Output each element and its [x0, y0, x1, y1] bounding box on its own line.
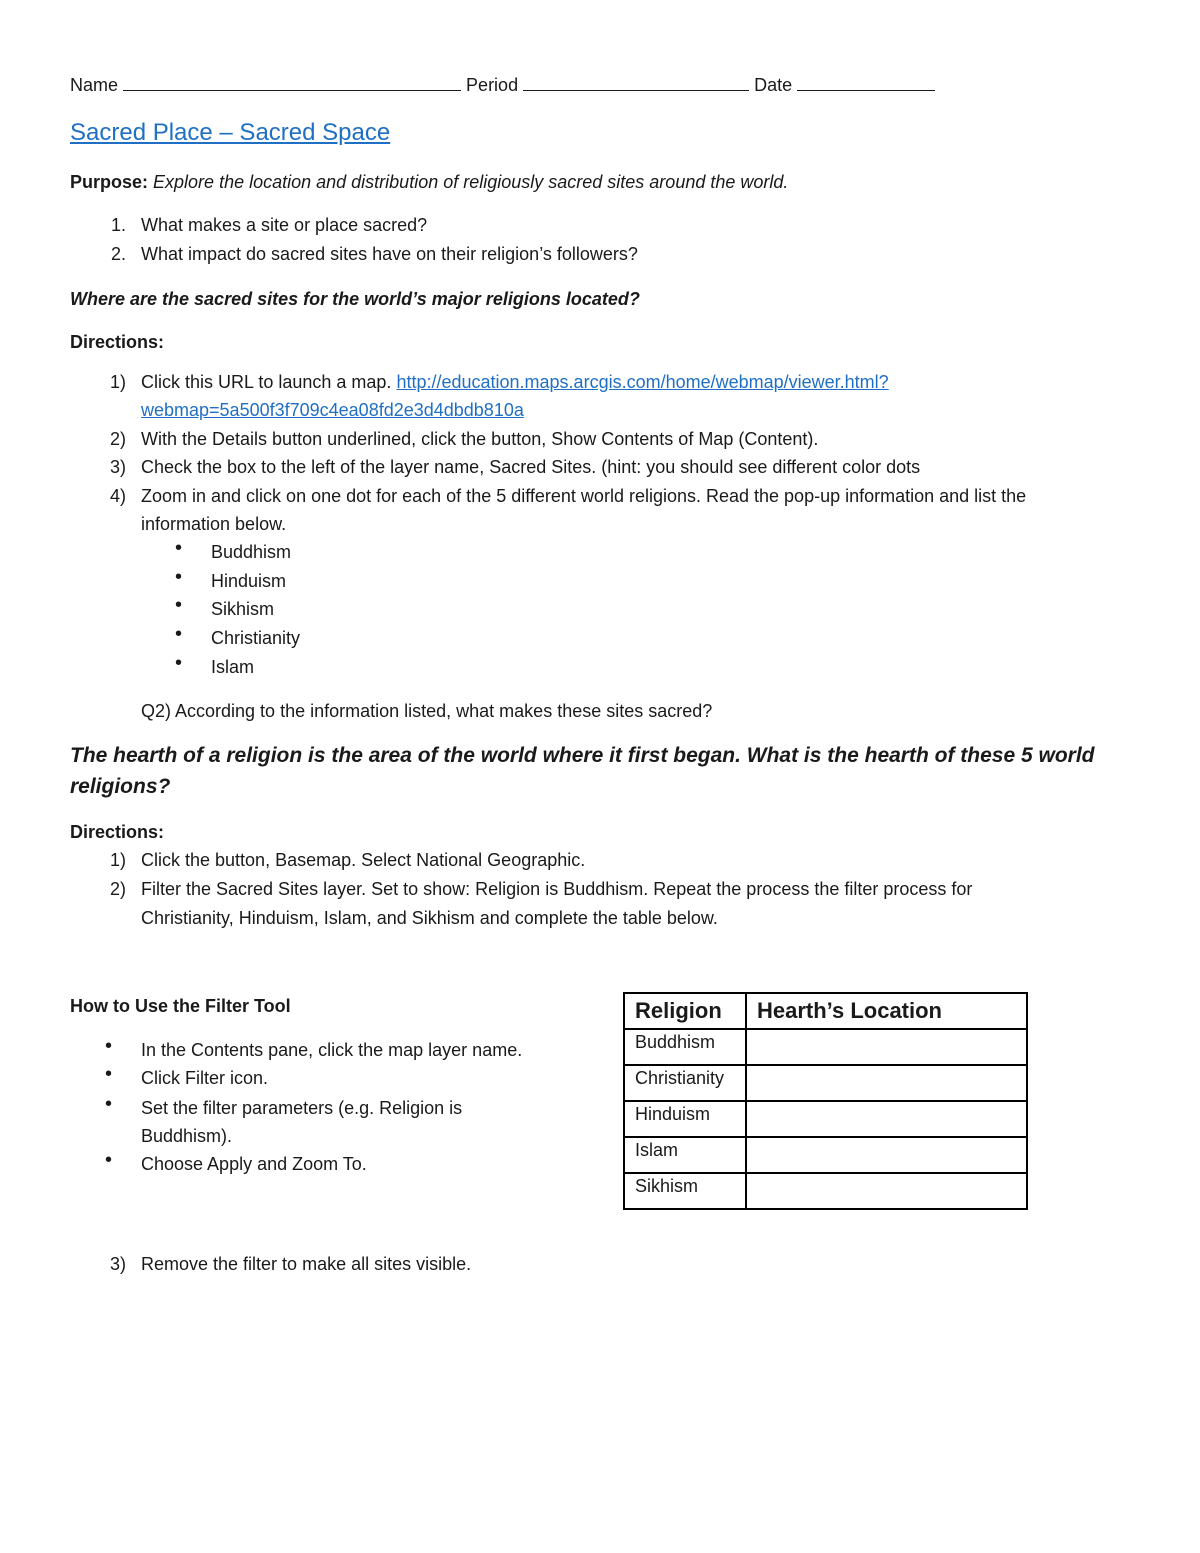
step-text: Remove the filter to make all sites visible. — [141, 1254, 472, 1274]
list-item: In the Contents pane, click the map layer name. — [141, 1040, 523, 1060]
list-item: Buddhism — [211, 542, 292, 562]
list-item: Hinduism — [211, 571, 287, 591]
hearth-answer-cell[interactable] — [746, 1173, 1027, 1209]
bullet-icon: • — [175, 652, 183, 674]
step-number: 1) — [109, 850, 126, 870]
table-row — [624, 1137, 1027, 1173]
name-label: Name — [70, 75, 119, 95]
question-text: What impact do sacred sites have on their religion’s followers? — [141, 244, 638, 264]
period-field[interactable] — [523, 72, 749, 91]
column-header-religion: Religion — [624, 993, 746, 1029]
question-q2: Q2) According to the information listed, what makes these sites sacred? — [141, 701, 713, 721]
religion-cell: Buddhism — [624, 1029, 746, 1065]
student-info-line — [70, 72, 935, 98]
table-row — [624, 1029, 1027, 1065]
list-item: Christianity — [211, 628, 301, 648]
question-text: What makes a site or place sacred? — [141, 215, 428, 235]
list-item: Set the filter parameters (e.g. Religion is — [141, 1098, 463, 1118]
purpose-text: Explore the location and distribution of religiously sacred sites around the world. — [153, 172, 789, 192]
bullet-icon: • — [105, 1149, 113, 1171]
date-label: Date — [754, 75, 793, 95]
step-text — [141, 368, 889, 396]
column-header-hearth: Hearth’s Location — [746, 993, 1027, 1029]
bullet-icon: • — [175, 566, 183, 588]
table-row — [624, 1065, 1027, 1101]
step-number: 2) — [109, 429, 126, 449]
list-item: Sikhism — [211, 599, 275, 619]
step-text-continued: information below. — [141, 514, 287, 534]
list-item: Choose Apply and Zoom To. — [141, 1154, 367, 1174]
purpose — [70, 168, 788, 196]
religion-cell: Christianity — [624, 1065, 746, 1101]
step-number: 4) — [109, 486, 126, 506]
bullet-icon: • — [175, 537, 183, 559]
hearth-answer-cell[interactable] — [746, 1065, 1027, 1101]
purpose-label: Purpose: — [70, 172, 149, 192]
question-number: 2. — [110, 244, 126, 264]
step-number: 3) — [109, 457, 126, 477]
page-title: Sacred Place – Sacred Space — [70, 119, 391, 146]
name-field[interactable] — [123, 72, 461, 91]
directions-heading: Directions: — [70, 332, 165, 352]
table-header-row — [624, 993, 1027, 1029]
bullet-icon: • — [105, 1093, 113, 1115]
bullet-icon: • — [175, 594, 183, 616]
list-item: Islam — [211, 657, 255, 677]
step-number: 3) — [109, 1254, 126, 1274]
hearth-answer-cell[interactable] — [746, 1029, 1027, 1065]
religion-cell: Sikhism — [624, 1173, 746, 1209]
filter-tool-heading: How to Use the Filter Tool — [70, 996, 291, 1016]
hearth-answer-cell[interactable] — [746, 1137, 1027, 1173]
section-subheading: Where are the sacred sites for the world’s major religions located? — [70, 289, 640, 309]
date-field[interactable] — [797, 72, 935, 91]
step-1-text: Click this URL to launch a map. — [141, 372, 392, 392]
religion-cell: Islam — [624, 1137, 746, 1173]
step-text: Zoom in and click on one dot for each of the 5 different world religions. Read the pop-up information and list the — [141, 486, 1027, 506]
religion-cell: Hinduism — [624, 1101, 746, 1137]
table-row — [624, 1101, 1027, 1137]
question-number: 1. — [110, 215, 126, 235]
map-url-link[interactable]: http://education.maps.arcgis.com/home/webmap/viewer.html? — [396, 372, 889, 392]
table-row — [624, 1173, 1027, 1209]
period-label: Period — [466, 75, 519, 95]
bullet-icon: • — [175, 623, 183, 645]
step-text: With the Details button underlined, click the button, Show Contents of Map (Content). — [141, 429, 819, 449]
step-text: Filter the Sacred Sites layer. Set to show: Religion is Buddhism. Repeat the process the filter process for — [141, 879, 973, 899]
step-number: 2) — [109, 879, 126, 899]
map-url-link-continued[interactable]: webmap=5a500f3f709c4ea08fd2e3d4dbdb810a — [141, 400, 524, 420]
bullet-icon: • — [105, 1063, 113, 1085]
hearth-answer-cell[interactable] — [746, 1101, 1027, 1137]
directions-heading: Directions: — [70, 822, 165, 842]
step-number: 1) — [109, 372, 126, 392]
list-item: Click Filter icon. — [141, 1068, 269, 1088]
step-text: Check the box to the left of the layer name, Sacred Sites. (hint: you should see different color dots — [141, 457, 921, 477]
bullet-icon: • — [105, 1035, 113, 1057]
step-text: Click the button, Basemap. Select National Geographic. — [141, 850, 586, 870]
list-item-continued: Buddhism). — [141, 1126, 233, 1146]
step-text-continued: Christianity, Hinduism, Islam, and Sikhism and complete the table below. — [141, 908, 718, 928]
hearth-question: The hearth of a religion is the area of the world where it first began. What is the hearth of these 5 world religions? — [70, 744, 1095, 798]
hearth-table — [623, 992, 1028, 1210]
